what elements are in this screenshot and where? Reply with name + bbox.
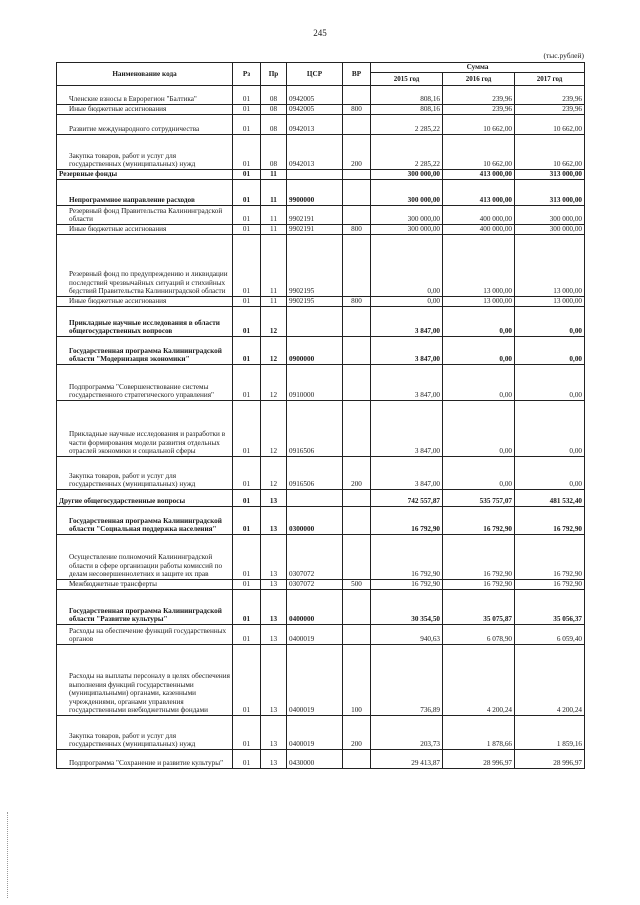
row-pr-cell: 08 bbox=[261, 135, 287, 170]
row-sum-2015-cell: 203,73 bbox=[371, 716, 443, 750]
row-name-cell: Резервные фонды bbox=[57, 170, 233, 180]
row-pr-cell: 11 bbox=[261, 180, 287, 206]
table-row bbox=[57, 580, 585, 590]
row-csr-cell: 0400019 bbox=[287, 645, 343, 716]
row-name-cell: Подпрограмма "Совершенствование системы государственного стратегического управления" bbox=[57, 365, 233, 401]
row-name-cell: Государственная программа Калининградской области "Социальная поддержка населения" bbox=[57, 507, 233, 535]
row-sum-2017-cell: 481 532,40 bbox=[515, 490, 585, 507]
table-row bbox=[57, 135, 585, 170]
row-sum-2016-cell: 4 200,24 bbox=[443, 645, 515, 716]
table-row bbox=[57, 206, 585, 225]
row-sum-2016-cell: 10 662,00 bbox=[443, 135, 515, 170]
row-rz-cell: 01 bbox=[233, 750, 261, 769]
row-sum-2015-cell: 300 000,00 bbox=[371, 225, 443, 235]
row-vr-cell: 800 bbox=[343, 105, 371, 115]
table-row bbox=[57, 457, 585, 490]
header-pr: Пр bbox=[261, 63, 287, 86]
row-sum-2016-cell: 1 878,66 bbox=[443, 716, 515, 750]
row-sum-2016-cell: 400 000,00 bbox=[443, 225, 515, 235]
header-year-2017: 2017 год bbox=[515, 73, 585, 86]
table-row bbox=[57, 645, 585, 716]
table-row bbox=[57, 170, 585, 180]
row-sum-2016-cell: 0,00 bbox=[443, 337, 515, 365]
row-vr-cell bbox=[343, 750, 371, 769]
row-sum-2017-cell: 1 859,16 bbox=[515, 716, 585, 750]
row-sum-2017-cell: 300 000,00 bbox=[515, 225, 585, 235]
row-sum-2016-cell: 16 792,90 bbox=[443, 507, 515, 535]
row-vr-cell bbox=[343, 625, 371, 645]
row-vr-cell bbox=[343, 170, 371, 180]
table-row bbox=[57, 105, 585, 115]
header-sum: Сумма bbox=[371, 63, 585, 73]
row-rz-cell: 01 bbox=[233, 580, 261, 590]
row-pr-cell: 12 bbox=[261, 337, 287, 365]
row-sum-2015-cell: 808,16 bbox=[371, 86, 443, 105]
row-sum-2015-cell: 300 000,00 bbox=[371, 206, 443, 225]
row-rz-cell: 01 bbox=[233, 180, 261, 206]
row-rz-cell: 01 bbox=[233, 337, 261, 365]
row-vr-cell bbox=[343, 235, 371, 297]
row-name-cell: Расходы на обеспечение функций государственных органов bbox=[57, 625, 233, 645]
row-csr-cell: 9900000 bbox=[287, 180, 343, 206]
row-csr-cell: 0916506 bbox=[287, 401, 343, 457]
row-csr-cell: 0400019 bbox=[287, 625, 343, 645]
header-csr: ЦСР bbox=[287, 63, 343, 86]
row-sum-2016-cell: 35 075,87 bbox=[443, 590, 515, 625]
row-sum-2015-cell: 29 413,87 bbox=[371, 750, 443, 769]
row-rz-cell: 01 bbox=[233, 535, 261, 580]
row-sum-2016-cell: 239,96 bbox=[443, 105, 515, 115]
table-row bbox=[57, 180, 585, 206]
row-sum-2015-cell: 2 285,22 bbox=[371, 115, 443, 135]
row-sum-2017-cell: 239,96 bbox=[515, 105, 585, 115]
row-vr-cell bbox=[343, 490, 371, 507]
table-row bbox=[57, 625, 585, 645]
row-pr-cell: 08 bbox=[261, 105, 287, 115]
row-sum-2016-cell: 239,96 bbox=[443, 86, 515, 105]
header-year-2015: 2015 год bbox=[371, 73, 443, 86]
row-sum-2017-cell: 239,96 bbox=[515, 86, 585, 105]
row-rz-cell: 01 bbox=[233, 645, 261, 716]
row-pr-cell: 13 bbox=[261, 750, 287, 769]
row-sum-2016-cell: 535 757,07 bbox=[443, 490, 515, 507]
row-rz-cell: 01 bbox=[233, 225, 261, 235]
row-name-cell: Развитие международного сотрудничества bbox=[57, 115, 233, 135]
row-sum-2015-cell: 3 847,00 bbox=[371, 401, 443, 457]
row-sum-2015-cell: 16 792,90 bbox=[371, 580, 443, 590]
row-name-cell: Иные бюджетные ассигнования bbox=[57, 297, 233, 307]
row-vr-cell: 500 bbox=[343, 580, 371, 590]
row-name-cell: Закупка товаров, работ и услуг для государственных (муниципальных) нужд bbox=[57, 135, 233, 170]
row-pr-cell: 13 bbox=[261, 580, 287, 590]
table-row bbox=[57, 307, 585, 337]
row-csr-cell bbox=[287, 170, 343, 180]
row-vr-cell bbox=[343, 535, 371, 580]
row-vr-cell: 800 bbox=[343, 225, 371, 235]
row-vr-cell bbox=[343, 86, 371, 105]
row-pr-cell: 13 bbox=[261, 625, 287, 645]
row-name-cell: Иные бюджетные ассигнования bbox=[57, 225, 233, 235]
row-csr-cell: 9902195 bbox=[287, 235, 343, 297]
row-csr-cell: 0300000 bbox=[287, 507, 343, 535]
row-pr-cell: 11 bbox=[261, 235, 287, 297]
row-sum-2017-cell: 16 792,90 bbox=[515, 535, 585, 580]
row-vr-cell bbox=[343, 337, 371, 365]
table-row bbox=[57, 297, 585, 307]
scan-edge-marks bbox=[7, 812, 10, 898]
row-sum-2015-cell: 742 557,87 bbox=[371, 490, 443, 507]
row-sum-2016-cell: 16 792,90 bbox=[443, 580, 515, 590]
row-pr-cell: 08 bbox=[261, 115, 287, 135]
row-csr-cell: 0307072 bbox=[287, 535, 343, 580]
row-vr-cell: 200 bbox=[343, 716, 371, 750]
page-number: 245 bbox=[313, 28, 327, 38]
row-vr-cell: 200 bbox=[343, 457, 371, 490]
row-pr-cell: 13 bbox=[261, 507, 287, 535]
table-row bbox=[57, 590, 585, 625]
row-name-cell: Закупка товаров, работ и услуг для государственных (муниципальных) нужд bbox=[57, 716, 233, 750]
row-rz-cell: 01 bbox=[233, 307, 261, 337]
row-sum-2015-cell: 736,89 bbox=[371, 645, 443, 716]
row-sum-2016-cell: 0,00 bbox=[443, 401, 515, 457]
row-sum-2017-cell: 0,00 bbox=[515, 307, 585, 337]
row-sum-2017-cell: 10 662,00 bbox=[515, 135, 585, 170]
row-rz-cell: 01 bbox=[233, 457, 261, 490]
row-sum-2017-cell: 4 200,24 bbox=[515, 645, 585, 716]
row-rz-cell: 01 bbox=[233, 115, 261, 135]
row-sum-2015-cell: 300 000,00 bbox=[371, 180, 443, 206]
row-sum-2017-cell: 28 996,97 bbox=[515, 750, 585, 769]
row-sum-2015-cell: 2 285,22 bbox=[371, 135, 443, 170]
row-vr-cell: 100 bbox=[343, 645, 371, 716]
row-sum-2015-cell: 3 847,00 bbox=[371, 457, 443, 490]
row-sum-2017-cell: 6 059,40 bbox=[515, 625, 585, 645]
row-pr-cell: 12 bbox=[261, 401, 287, 457]
table-row bbox=[57, 716, 585, 750]
table-row bbox=[57, 507, 585, 535]
row-sum-2015-cell: 16 792,90 bbox=[371, 507, 443, 535]
row-pr-cell: 12 bbox=[261, 307, 287, 337]
row-sum-2016-cell: 13 000,00 bbox=[443, 235, 515, 297]
table-row bbox=[57, 115, 585, 135]
row-name-cell: Прикладные научные исследования в области общегосударственных вопросов bbox=[57, 307, 233, 337]
row-sum-2017-cell: 300 000,00 bbox=[515, 206, 585, 225]
row-name-cell: Другие общегосударственные вопросы bbox=[57, 490, 233, 507]
row-sum-2017-cell: 13 000,00 bbox=[515, 297, 585, 307]
row-vr-cell bbox=[343, 401, 371, 457]
row-pr-cell: 13 bbox=[261, 535, 287, 580]
row-name-cell: Государственная программа Калининградской области "Модернизация экономики" bbox=[57, 337, 233, 365]
row-sum-2016-cell: 400 000,00 bbox=[443, 206, 515, 225]
header-year-2016: 2016 год bbox=[443, 73, 515, 86]
row-sum-2017-cell: 16 792,90 bbox=[515, 507, 585, 535]
row-rz-cell: 01 bbox=[233, 490, 261, 507]
row-vr-cell bbox=[343, 507, 371, 535]
row-sum-2017-cell: 35 056,37 bbox=[515, 590, 585, 625]
row-sum-2016-cell: 413 000,00 bbox=[443, 180, 515, 206]
row-pr-cell: 13 bbox=[261, 490, 287, 507]
table-row bbox=[57, 337, 585, 365]
row-csr-cell: 0942013 bbox=[287, 135, 343, 170]
row-sum-2017-cell: 0,00 bbox=[515, 401, 585, 457]
row-sum-2017-cell: 16 792,90 bbox=[515, 580, 585, 590]
row-rz-cell: 01 bbox=[233, 365, 261, 401]
row-vr-cell: 200 bbox=[343, 135, 371, 170]
row-sum-2015-cell: 3 847,00 bbox=[371, 365, 443, 401]
row-sum-2015-cell: 0,00 bbox=[371, 235, 443, 297]
row-csr-cell: 0400000 bbox=[287, 590, 343, 625]
row-sum-2015-cell: 300 000,00 bbox=[371, 170, 443, 180]
row-csr-cell: 0910000 bbox=[287, 365, 343, 401]
budget-table bbox=[56, 62, 585, 769]
row-rz-cell: 01 bbox=[233, 297, 261, 307]
row-sum-2015-cell: 30 354,50 bbox=[371, 590, 443, 625]
row-pr-cell: 12 bbox=[261, 457, 287, 490]
row-sum-2016-cell: 28 996,97 bbox=[443, 750, 515, 769]
row-sum-2015-cell: 808,16 bbox=[371, 105, 443, 115]
row-sum-2016-cell: 13 000,00 bbox=[443, 297, 515, 307]
row-csr-cell: 0916506 bbox=[287, 457, 343, 490]
row-rz-cell: 01 bbox=[233, 170, 261, 180]
row-csr-cell: 0307072 bbox=[287, 580, 343, 590]
table-row bbox=[57, 490, 585, 507]
row-vr-cell: 800 bbox=[343, 297, 371, 307]
row-pr-cell: 12 bbox=[261, 365, 287, 401]
row-csr-cell: 0400019 bbox=[287, 716, 343, 750]
row-sum-2017-cell: 0,00 bbox=[515, 457, 585, 490]
header-name: Наименование кода bbox=[57, 63, 233, 86]
row-name-cell: Осуществление полномочий Калининградской области в сфере организации работы комиссий по делам несовершеннолетних и защите их прав bbox=[57, 535, 233, 580]
table-row bbox=[57, 235, 585, 297]
row-rz-cell: 01 bbox=[233, 105, 261, 115]
row-vr-cell bbox=[343, 307, 371, 337]
row-sum-2015-cell: 3 847,00 bbox=[371, 307, 443, 337]
row-sum-2016-cell: 16 792,90 bbox=[443, 535, 515, 580]
row-sum-2017-cell: 13 000,00 bbox=[515, 235, 585, 297]
row-sum-2015-cell: 3 847,00 bbox=[371, 337, 443, 365]
row-sum-2017-cell: 0,00 bbox=[515, 365, 585, 401]
row-name-cell: Резервный фонд по предупреждению и ликвидации последствий чрезвычайных ситуаций и стихийных бедствий Правительства Калининградской области bbox=[57, 235, 233, 297]
row-name-cell: Прикладные научные исследования и разработки в части формирования модели развития отдельных отраслей экономики и социальной сферы bbox=[57, 401, 233, 457]
row-pr-cell: 13 bbox=[261, 590, 287, 625]
row-rz-cell: 01 bbox=[233, 206, 261, 225]
row-rz-cell: 01 bbox=[233, 235, 261, 297]
row-vr-cell bbox=[343, 590, 371, 625]
row-name-cell: Закупка товаров, работ и услуг для государственных (муниципальных) нужд bbox=[57, 457, 233, 490]
table-row bbox=[57, 401, 585, 457]
row-csr-cell: 0942005 bbox=[287, 86, 343, 105]
row-sum-2017-cell: 10 662,00 bbox=[515, 115, 585, 135]
row-pr-cell: 11 bbox=[261, 206, 287, 225]
row-sum-2016-cell: 0,00 bbox=[443, 365, 515, 401]
row-name-cell: Подпрограмма "Сохранение и развитие культуры" bbox=[57, 750, 233, 769]
row-sum-2015-cell: 0,00 bbox=[371, 297, 443, 307]
units-label: (тыс.рублей) bbox=[543, 51, 584, 60]
row-csr-cell: 0430000 bbox=[287, 750, 343, 769]
row-sum-2017-cell: 0,00 bbox=[515, 337, 585, 365]
row-csr-cell bbox=[287, 307, 343, 337]
row-vr-cell bbox=[343, 115, 371, 135]
row-csr-cell: 0942005 bbox=[287, 105, 343, 115]
header-vr: ВР bbox=[343, 63, 371, 86]
row-sum-2017-cell: 313 000,00 bbox=[515, 180, 585, 206]
row-pr-cell: 13 bbox=[261, 716, 287, 750]
row-rz-cell: 01 bbox=[233, 86, 261, 105]
row-csr-cell: 9902191 bbox=[287, 206, 343, 225]
row-pr-cell: 11 bbox=[261, 170, 287, 180]
row-rz-cell: 01 bbox=[233, 716, 261, 750]
table-row bbox=[57, 86, 585, 105]
row-name-cell: Государственная программа Калининградской области "Развитие культуры" bbox=[57, 590, 233, 625]
row-name-cell: Расходы на выплаты персоналу в целях обеспечения выполнения функций государственными (муниципальными) органами, казенными учреждениями, органами управления государственными внебюджетными фондами bbox=[57, 645, 233, 716]
row-rz-cell: 01 bbox=[233, 401, 261, 457]
row-name-cell: Членские взносы в Еврорегион "Балтика" bbox=[57, 86, 233, 105]
row-rz-cell: 01 bbox=[233, 625, 261, 645]
row-sum-2015-cell: 16 792,90 bbox=[371, 535, 443, 580]
table-row bbox=[57, 225, 585, 235]
row-sum-2016-cell: 6 078,90 bbox=[443, 625, 515, 645]
row-pr-cell: 11 bbox=[261, 225, 287, 235]
row-csr-cell: 9902191 bbox=[287, 225, 343, 235]
row-sum-2017-cell: 313 000,00 bbox=[515, 170, 585, 180]
row-sum-2015-cell: 940,63 bbox=[371, 625, 443, 645]
row-rz-cell: 01 bbox=[233, 590, 261, 625]
table-body bbox=[57, 86, 585, 769]
table-row bbox=[57, 750, 585, 769]
row-name-cell: Иные бюджетные ассигнования bbox=[57, 105, 233, 115]
row-name-cell: Непрограммное направление расходов bbox=[57, 180, 233, 206]
table-row bbox=[57, 365, 585, 401]
row-pr-cell: 13 bbox=[261, 645, 287, 716]
row-pr-cell: 08 bbox=[261, 86, 287, 105]
row-name-cell: Резервный фонд Правительства Калининградской области bbox=[57, 206, 233, 225]
row-pr-cell: 11 bbox=[261, 297, 287, 307]
row-csr-cell: 0900000 bbox=[287, 337, 343, 365]
row-sum-2016-cell: 413 000,00 bbox=[443, 170, 515, 180]
row-csr-cell: 0942013 bbox=[287, 115, 343, 135]
row-csr-cell: 9902195 bbox=[287, 297, 343, 307]
row-vr-cell bbox=[343, 180, 371, 206]
header-rz: Рз bbox=[233, 63, 261, 86]
table-row bbox=[57, 535, 585, 580]
row-rz-cell: 01 bbox=[233, 507, 261, 535]
row-sum-2016-cell: 0,00 bbox=[443, 307, 515, 337]
row-csr-cell bbox=[287, 490, 343, 507]
row-sum-2016-cell: 0,00 bbox=[443, 457, 515, 490]
row-vr-cell bbox=[343, 206, 371, 225]
row-rz-cell: 01 bbox=[233, 135, 261, 170]
row-vr-cell bbox=[343, 365, 371, 401]
row-sum-2016-cell: 10 662,00 bbox=[443, 115, 515, 135]
row-name-cell: Межбюджетные трансферты bbox=[57, 580, 233, 590]
